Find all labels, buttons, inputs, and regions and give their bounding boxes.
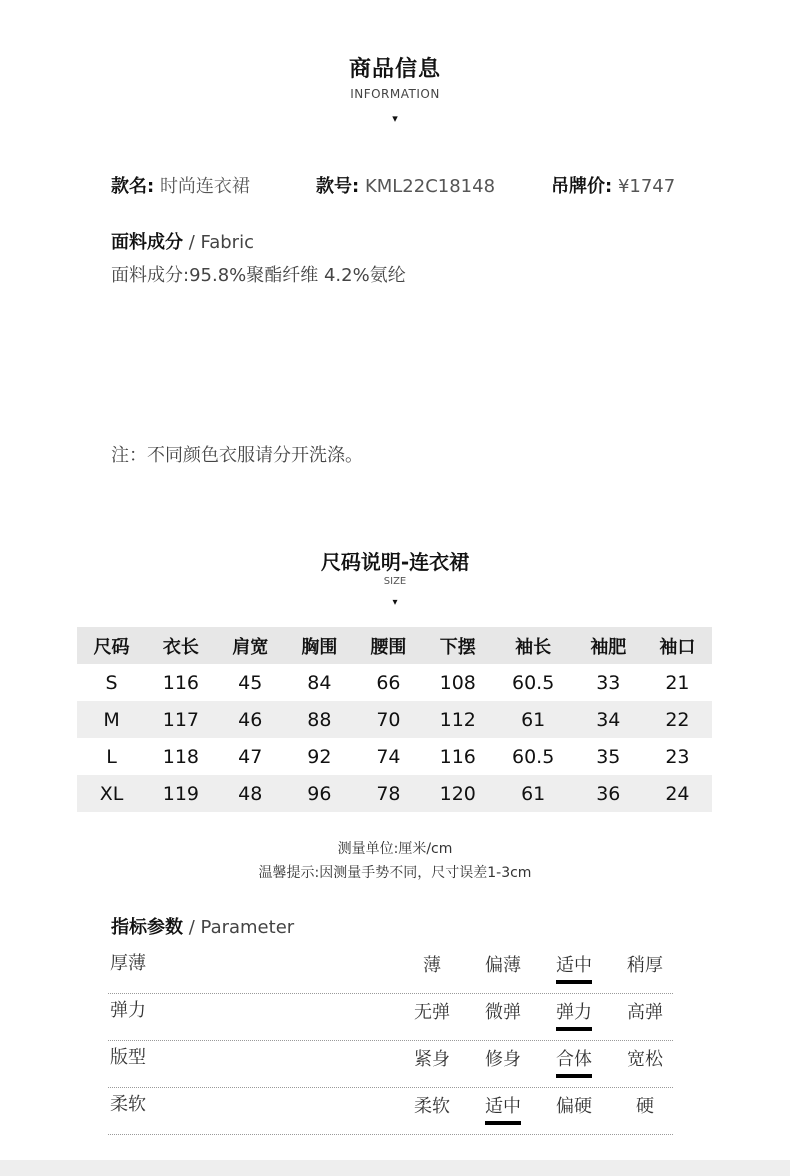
info-subtitle: INFORMATION (350, 87, 440, 101)
table-cell: M (77, 701, 146, 738)
parameter-option: 修身 (485, 1049, 521, 1070)
info-title: 商品信息 (348, 57, 441, 82)
table-cell: 78 (354, 775, 423, 812)
table-cell: 92 (307, 745, 332, 768)
table-cell: 60.5 (512, 671, 555, 694)
parameter-name: 柔软 (110, 1094, 146, 1115)
size-table (77, 627, 712, 812)
style-name-value: 时尚连衣裙 (159, 176, 250, 197)
fabric-heading (111, 228, 254, 254)
table-cell: 116 (162, 671, 200, 694)
style-number (316, 172, 495, 198)
parameter-option: 合体 (544, 1045, 604, 1071)
parameter-option: 偏薄 (485, 955, 521, 976)
header-cell: 肩宽 (216, 627, 285, 664)
parameter-row-softness (108, 1090, 673, 1135)
tip-note: 温馨提示:因测量手势不同，尺寸误差1-3cm (258, 865, 532, 881)
parameter-option: 稍厚 (627, 955, 663, 976)
header-cell: 袖肥 (574, 627, 643, 664)
parameter-option: 弹力 (544, 998, 604, 1024)
size-title: 尺码说明-连衣裙 (320, 550, 470, 574)
fabric-heading-label: 面料成分 (111, 232, 183, 253)
table-row (77, 775, 712, 812)
parameter-option: 偏硬 (556, 1096, 592, 1117)
table-cell: 21 (665, 671, 690, 694)
parameter-row-thickness (108, 949, 673, 994)
header-cell: 袖口 (643, 627, 712, 664)
table-cell: 117 (146, 701, 216, 738)
table-cell: 61 (493, 701, 574, 738)
unit-note: 测量单位:厘米/cm (337, 841, 453, 857)
table-row (77, 701, 712, 738)
table-cell: 36 (574, 775, 643, 812)
selected-indicator (485, 1121, 521, 1125)
table-cell: 96 (285, 775, 354, 812)
parameter-option: 宽松 (627, 1049, 663, 1070)
table-cell: 119 (146, 775, 216, 812)
parameter-heading-value: / Parameter (188, 917, 295, 938)
table-cell: 66 (376, 671, 401, 694)
selected-indicator (556, 1074, 592, 1078)
table-cell: 74 (376, 745, 401, 768)
parameter-option: 适中 (473, 1092, 533, 1118)
header-cell: 尺码 (77, 627, 146, 664)
parameter-option: 硬 (636, 1096, 654, 1117)
selected-indicator (556, 980, 592, 984)
table-cell: 45 (238, 671, 263, 694)
table-cell: 84 (307, 671, 332, 694)
style-name-label: 款名: (111, 176, 155, 197)
table-cell: XL (77, 775, 146, 812)
fabric-heading-value: / Fabric (188, 232, 254, 253)
table-cell: 60.5 (512, 745, 555, 768)
chevron-down-icon: ▾ (392, 597, 398, 608)
header-cell: 下摆 (423, 627, 493, 664)
fabric-composition: 面料成分:95.8%聚酯纤维 4.2%氨纶 (111, 265, 406, 286)
table-cell: 70 (354, 701, 423, 738)
table-cell: 112 (423, 701, 493, 738)
header-cell: 腰围 (354, 627, 423, 664)
parameter-option: 高弹 (627, 1002, 663, 1023)
header-cell: 衣长 (146, 627, 216, 664)
parameter-option: 微弹 (485, 1002, 521, 1023)
table-cell: L (106, 745, 117, 768)
table-cell: 88 (285, 701, 354, 738)
table-cell: 34 (574, 701, 643, 738)
table-cell: 23 (665, 745, 690, 768)
tag-price (551, 172, 675, 198)
table-cell: 33 (596, 671, 621, 694)
header-cell: 袖长 (493, 627, 574, 664)
table-cell: 47 (238, 745, 263, 768)
parameter-option: 适中 (544, 951, 604, 977)
style-name (111, 172, 250, 198)
table-cell: 116 (439, 745, 476, 768)
parameter-heading (111, 913, 294, 939)
table-cell: 118 (162, 745, 200, 768)
table-cell: 24 (643, 775, 712, 812)
parameter-name: 厚薄 (110, 953, 146, 974)
size-table-header (77, 627, 712, 664)
parameter-option: 紧身 (414, 1049, 450, 1070)
parameter-name: 弹力 (110, 1000, 146, 1021)
parameter-heading-label: 指标参数 (111, 917, 183, 938)
selected-indicator (556, 1027, 592, 1031)
table-row (77, 738, 712, 775)
footer-band (0, 1160, 790, 1176)
style-number-value: KML22C18148 (364, 176, 496, 197)
parameter-option: 薄 (423, 955, 441, 976)
parameter-row-elasticity (108, 996, 673, 1041)
care-note: 注：不同颜色衣服请分开洗涤。 (111, 445, 363, 466)
style-number-label: 款号: (316, 176, 360, 197)
table-row (77, 664, 712, 701)
table-cell: S (105, 671, 118, 694)
table-cell: 120 (423, 775, 493, 812)
tag-price-label: 吊牌价: (551, 176, 613, 197)
table-cell: 35 (596, 745, 621, 768)
table-cell: 46 (216, 701, 285, 738)
chevron-down-icon: ▾ (392, 112, 398, 125)
table-cell: 108 (439, 671, 476, 694)
size-subtitle: SIZE (383, 576, 407, 587)
parameter-row-fit (108, 1043, 673, 1088)
parameter-name: 版型 (110, 1047, 146, 1068)
table-cell: 61 (493, 775, 574, 812)
parameter-option: 柔软 (414, 1096, 450, 1117)
tag-price-value: ¥1747 (617, 176, 676, 197)
table-cell: 22 (643, 701, 712, 738)
table-cell: 48 (216, 775, 285, 812)
header-cell: 胸围 (285, 627, 354, 664)
parameter-option: 无弹 (414, 1002, 450, 1023)
